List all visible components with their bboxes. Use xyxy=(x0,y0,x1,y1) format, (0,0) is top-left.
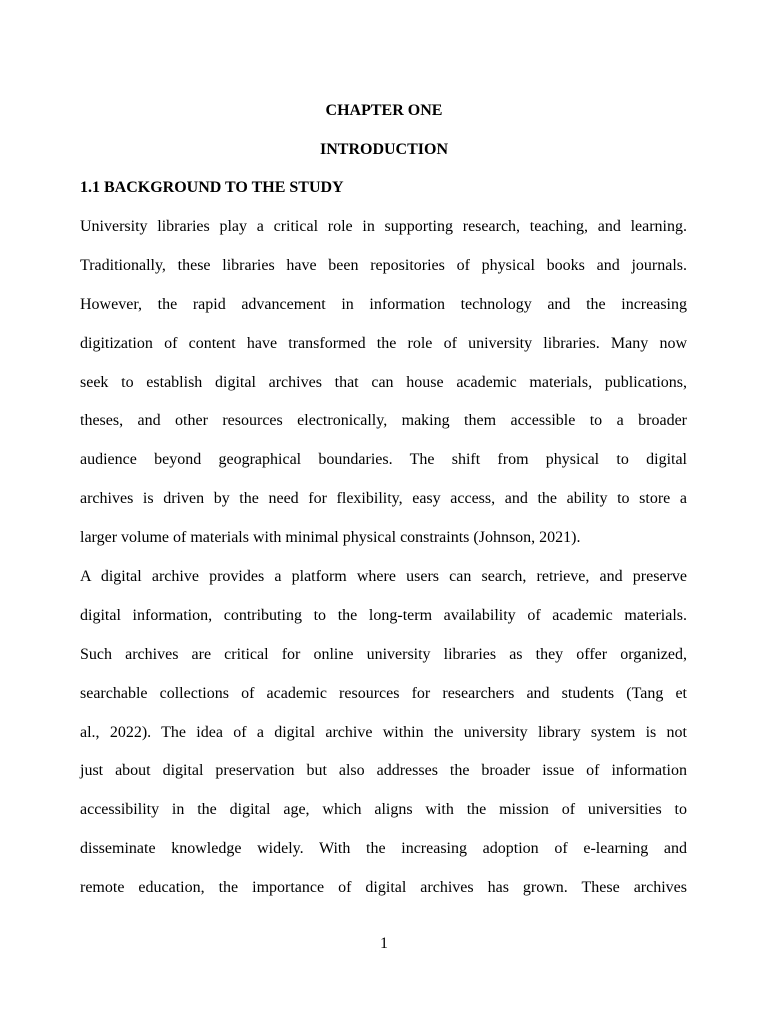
paragraph-1 xyxy=(80,216,687,566)
subsection-heading: 1.1 BACKGROUND TO THE STUDY xyxy=(80,179,344,196)
paragraph-line: accessibility in the digital age, which aligns with the mission of universities to xyxy=(80,801,687,819)
paragraph-line: larger volume of materials with minimal physical constraints (Johnson, 2021). xyxy=(80,529,581,547)
chapter-title: CHAPTER ONE xyxy=(325,102,443,119)
paragraph-line: University libraries play a critical role in supporting research, teaching, and learning. xyxy=(80,218,687,235)
paragraph-line: Traditionally, these libraries have been repositories of physical books and journals. xyxy=(80,256,687,274)
paragraph-line: disseminate knowledge widely. With the increasing adoption of e-learning and xyxy=(80,840,687,858)
paragraph-line: audience beyond geographical boundaries. The shift from physical to digital xyxy=(80,451,687,469)
section-title: INTRODUCTION xyxy=(319,141,448,158)
paragraph-2 xyxy=(80,566,687,916)
paragraph-line: Such archives are critical for online university libraries as they offer organized, xyxy=(80,645,687,663)
paragraph-line: theses, and other resources electronically, making them accessible to a broader xyxy=(80,412,687,430)
paragraph-line: just about digital preservation but also addresses the broader issue of information xyxy=(80,762,687,780)
paragraph-line: al., 2022). The idea of a digital archive within the university library system is not xyxy=(80,723,687,741)
page-number: 1 xyxy=(380,935,388,952)
paragraph-line: digital information, contributing to the long-term availability of academic materials. xyxy=(80,606,687,624)
paragraph-line: remote education, the importance of digital archives has grown. These archives xyxy=(80,879,687,897)
paragraph-line: A digital archive provides a platform where users can search, retrieve, and preserve xyxy=(80,568,687,585)
paragraph-line: However, the rapid advancement in information technology and the increasing xyxy=(80,295,687,313)
paragraph-line: archives is driven by the need for flexibility, easy access, and the ability to store a xyxy=(80,490,687,508)
paragraph-line: searchable collections of academic resources for researchers and students (Tang et xyxy=(80,684,687,702)
paragraph-line: seek to establish digital archives that can house academic materials, publications, xyxy=(80,373,687,391)
paragraph-line: digitization of content have transformed the role of university libraries. Many now xyxy=(80,334,687,352)
